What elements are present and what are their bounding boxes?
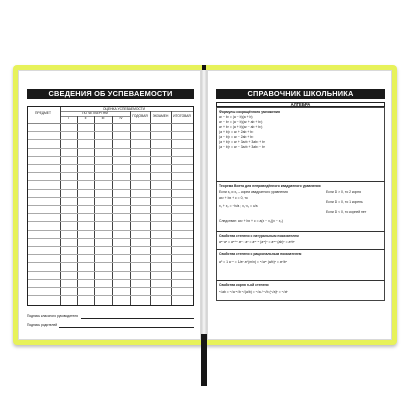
table-row-line: [28, 295, 193, 296]
formula-line: a² − b² = (a − b)(a + b): [219, 115, 253, 119]
quarter-divider: [60, 116, 130, 117]
parents-signature-line: [59, 327, 194, 328]
discriminant-line: Если D = 0, то 1 корень: [326, 200, 363, 204]
table-row-line: [28, 254, 193, 255]
table-row-line: [28, 197, 193, 198]
roots-heading: Свойства корня n-ой степени: [219, 283, 269, 287]
table-row-line: [28, 189, 193, 190]
powers-nat-heading: Свойства степени с натуральным показателем: [219, 234, 299, 238]
table-row-line: [28, 123, 193, 124]
vieta-line: ax² + bx + c = 0, то: [219, 196, 248, 200]
table-row-line: [28, 148, 193, 149]
subject-header: ПРЕДМЕТ: [35, 111, 51, 115]
table-row-line: [28, 279, 193, 280]
exam-header: ЭКЗАМЕН: [152, 114, 169, 118]
grades-table: [27, 106, 194, 306]
formula-line: a³ + b³ = (a + b)(a² − ab + b²): [219, 125, 263, 129]
table-row-line: [28, 172, 193, 173]
column-line: [94, 116, 95, 305]
formulas-heading: Формулы сокращённого умножения: [219, 110, 280, 114]
powers-nat-line: aᵐ·aⁿ = aᵐ⁺ⁿ aᵐ : aⁿ = aᵐ⁻ⁿ (aᵐ)ⁿ = aᵐⁿ (ab)ⁿ = aⁿbⁿ: [219, 240, 295, 244]
table-row-line: [28, 221, 193, 222]
powers-rat-line: a⁰ = 1 a⁻ⁿ = 1/aⁿ a^(m/n) = ⁿ√aᵐ (a/b)ⁿ = aⁿ/bⁿ: [219, 260, 287, 264]
reference-page: [207, 70, 392, 340]
column-line: [77, 116, 78, 305]
grades-page: [18, 70, 201, 340]
table-row-line: [28, 230, 193, 231]
quarter-4-header: IV: [119, 116, 123, 120]
formula-line: a³ − b³ = (a − b)(a² + ab + b²): [219, 120, 263, 124]
teacher-signature-line: [81, 318, 194, 319]
discriminant-line: Если D < 0, то корней нет: [326, 210, 367, 214]
vieta-heading: Теорема Виета для неприведённого квадратного уравнения: [219, 184, 321, 188]
algebra-heading: АЛГЕБРА: [216, 102, 385, 107]
table-row-line: [28, 213, 193, 214]
formula-line: (a + b)³ = a³ + 3a²b + 3ab² + b³: [219, 140, 266, 144]
table-row-line: [28, 262, 193, 263]
year-header: ГОДОВАЯ: [132, 114, 148, 118]
formula-line: (a − b)³ = a³ − 3a²b + 3ab² − b³: [219, 145, 266, 149]
parents-signature-label: Подпись родителей: [27, 323, 58, 327]
quarter-1-header: I: [68, 116, 69, 120]
grades-group-header: ОЦЕНКА УСПЕВАЕМОСТИ: [102, 107, 146, 111]
table-row-line: [28, 139, 193, 140]
vieta-line: x₁ + x₂ = −b/a ; x₁·x₂ = c/a: [219, 204, 258, 208]
grades-title: СВЕДЕНИЯ ОБ УСПЕВАЕМОСТИ: [27, 89, 194, 99]
header-divider: [60, 111, 193, 112]
section-divider: [216, 280, 385, 281]
final-header: ИТОГОВАЯ: [173, 114, 191, 118]
reference-title: СПРАВОЧНИК ШКОЛЬНИКА: [216, 89, 385, 99]
column-line: [112, 116, 113, 305]
table-row-line: [28, 246, 193, 247]
teacher-signature-label: Подпись классного руководителя: [27, 314, 78, 318]
column-line: [60, 107, 61, 305]
quarter-2-header: II: [84, 116, 87, 120]
table-row-line: [28, 271, 193, 272]
table-row-line: [28, 287, 193, 288]
ribbon-bookmark: [201, 334, 207, 386]
formula-line: (a + b)² = a² + 2ab + b²: [219, 130, 254, 134]
section-divider: [216, 181, 385, 182]
powers-rat-heading: Свойства степени с рациональным показателем: [219, 252, 302, 256]
section-divider: [216, 249, 385, 250]
table-row-line: [28, 180, 193, 181]
table-row-line: [28, 238, 193, 239]
table-row-line: [28, 205, 193, 206]
quarter-3-header: III: [101, 116, 105, 120]
table-row-line: [28, 131, 193, 132]
vieta-line: Следствие: ax² + bx + c = a(x − x₁)(x − x₂): [219, 219, 283, 223]
section-divider: [216, 231, 385, 232]
roots-line: ⁿ√ab = ⁿ√a·ⁿ√b ⁿ√(a/b) = ⁿ√a / ⁿ√b (ⁿ√a)ᵏ = ⁿ√aᵏ: [219, 290, 288, 294]
quarters-group-header: ПО ЧЕТВЕРТЯМ: [82, 111, 108, 115]
table-row-line: [28, 164, 193, 165]
formula-line: (a − b)² = a² − 2ab + b²: [219, 135, 254, 139]
vieta-line: Если x₁ и x₂ – корни квадратного уравнения: [219, 190, 288, 194]
discriminant-line: Если D > 0, то 2 корня: [326, 190, 361, 194]
table-row-line: [28, 156, 193, 157]
